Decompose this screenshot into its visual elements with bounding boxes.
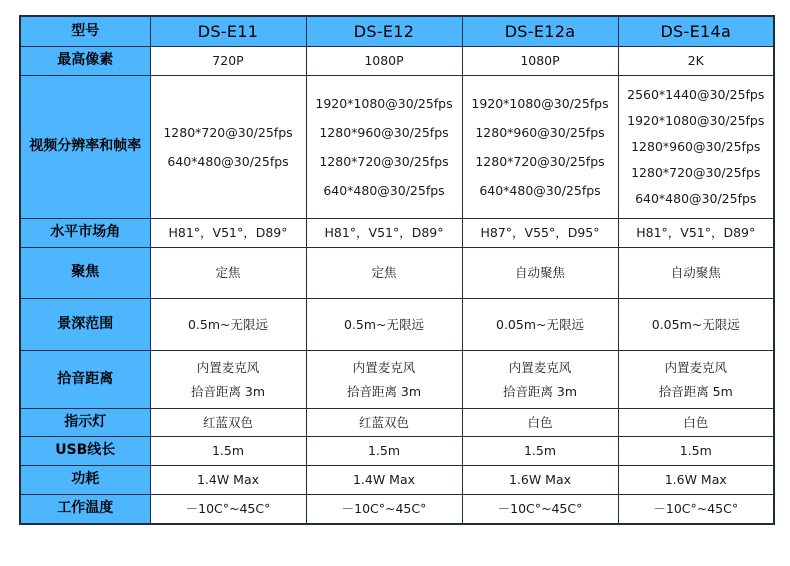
spec-row-power [20, 465, 774, 494]
spec-cell [462, 350, 618, 408]
spec-cell: －10C°~45C° [150, 494, 306, 524]
spec-cell: 自动聚焦 [618, 247, 774, 298]
spec-cell: －10C°~45C° [306, 494, 462, 524]
spec-line: 拾音距离 5m [658, 383, 733, 399]
row-label: 水平市场角 [20, 218, 150, 247]
spec-line: 1920*1080@30/25fps [471, 95, 609, 111]
spec-line: 1280*720@30/25fps [475, 153, 605, 169]
spec-line: 内置麦克风 [352, 359, 416, 375]
spec-cell: 自动聚焦 [462, 247, 618, 298]
spec-cell [150, 350, 306, 408]
spec-line: 1280*960@30/25fps [631, 139, 761, 154]
spec-line: 640*480@30/25fps [167, 153, 289, 169]
spec-cell: －10C°~45C° [618, 494, 774, 524]
spec-line: 640*480@30/25fps [479, 182, 601, 198]
spec-cell: H81°，V51°，D89° [150, 218, 306, 247]
spec-cell: 白色 [618, 408, 774, 436]
spec-cell: 720P [150, 46, 306, 75]
spec-line: 1920*1080@30/25fps [627, 113, 765, 128]
spec-line: 1280*720@30/25fps [163, 124, 293, 140]
spec-line: 640*480@30/25fps [323, 182, 445, 198]
spec-line: 内置麦克风 [508, 359, 572, 375]
spec-cell: 2K [618, 46, 774, 75]
spec-line: 内置麦克风 [664, 359, 727, 375]
spec-line: 内置麦克风 [196, 359, 260, 375]
spec-cell [462, 75, 618, 218]
spec-line: 拾音距离 3m [346, 383, 422, 399]
spec-cell: 定焦 [150, 247, 306, 298]
spec-cell: 红蓝双色 [150, 408, 306, 436]
spec-cell: 1080P [462, 46, 618, 75]
spec-row-pickup-distance [20, 350, 774, 408]
row-label: 工作温度 [20, 494, 150, 524]
row-label: 景深范围 [20, 298, 150, 350]
spec-row-focus [20, 247, 774, 298]
spec-row-depth-of-field [20, 298, 774, 350]
spec-cell: H87°，V55°，D95° [462, 218, 618, 247]
spec-line: 拾音距离 3m [502, 383, 578, 399]
spec-cell [306, 75, 462, 218]
model-name: DS-E14a [618, 16, 774, 46]
spec-line: 2560*1440@30/25fps [627, 87, 765, 102]
row-label: 聚焦 [20, 247, 150, 298]
spec-line: 1280*960@30/25fps [319, 124, 449, 140]
spec-cell: 1.5m [306, 436, 462, 465]
spec-cell: 0.05m~无限远 [462, 298, 618, 350]
spec-row-usb-length [20, 436, 774, 465]
spec-cell: 0.5m~无限远 [306, 298, 462, 350]
header-label: 型号 [20, 16, 150, 46]
spec-line: 拾音距离 3m [190, 383, 266, 399]
spec-row-indicator [20, 408, 774, 436]
row-label: 指示灯 [20, 408, 150, 436]
spec-cell: 1.5m [150, 436, 306, 465]
spec-cell: H81°，V51°，D89° [306, 218, 462, 247]
spec-cell: 0.05m~无限远 [618, 298, 774, 350]
spec-row-fov [20, 218, 774, 247]
spec-cell: H81°，V51°，D89° [618, 218, 774, 247]
spec-row-max-pixel [20, 46, 774, 75]
row-label: 视频分辨率和帧率 [20, 75, 150, 218]
spec-cell [618, 350, 774, 408]
row-label: 最高像素 [20, 46, 150, 75]
spec-table [19, 15, 775, 525]
spec-line: 1280*960@30/25fps [475, 124, 605, 140]
row-label: 功耗 [20, 465, 150, 494]
spec-cell: 白色 [462, 408, 618, 436]
spec-line: 640*480@30/25fps [635, 191, 757, 206]
spec-line: 1280*720@30/25fps [631, 165, 761, 180]
spec-cell: 定焦 [306, 247, 462, 298]
spec-cell [306, 350, 462, 408]
spec-cell: －10C°~45C° [462, 494, 618, 524]
model-name: DS-E11 [150, 16, 306, 46]
spec-row-resolution [20, 75, 774, 218]
spec-cell: 红蓝双色 [306, 408, 462, 436]
spec-cell: 1.5m [462, 436, 618, 465]
spec-cell [150, 75, 306, 218]
spec-row-temperature [20, 494, 774, 524]
model-name: DS-E12a [462, 16, 618, 46]
spec-cell: 1.6W Max [462, 465, 618, 494]
spec-cell: 1.4W Max [306, 465, 462, 494]
spec-cell [618, 75, 774, 218]
spec-cell: 1.5m [618, 436, 774, 465]
row-label: 拾音距离 [20, 350, 150, 408]
spec-line: 1280*720@30/25fps [319, 153, 449, 169]
spec-line: 1920*1080@30/25fps [315, 95, 453, 111]
header-row [20, 16, 774, 46]
spec-cell: 1080P [306, 46, 462, 75]
row-label: USB线长 [20, 436, 150, 465]
spec-cell: 1.6W Max [618, 465, 774, 494]
model-name: DS-E12 [306, 16, 462, 46]
spec-cell: 1.4W Max [150, 465, 306, 494]
spec-cell: 0.5m~无限远 [150, 298, 306, 350]
